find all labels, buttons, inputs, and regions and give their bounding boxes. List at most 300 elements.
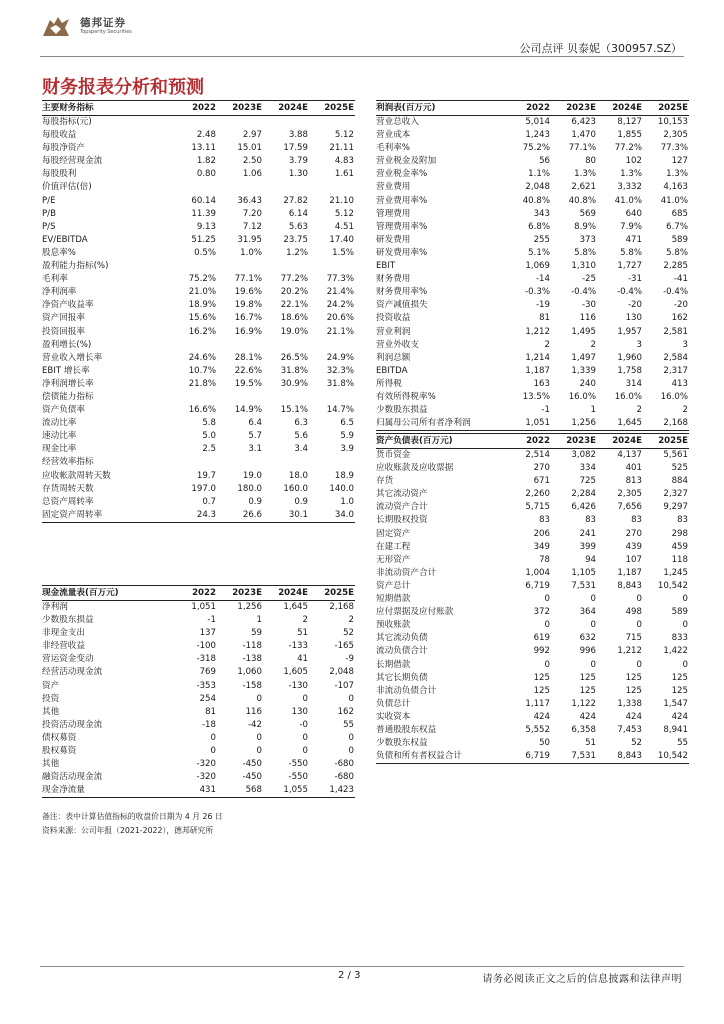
cell-value: 1.3% bbox=[620, 169, 642, 180]
column-header: 2025E bbox=[324, 588, 354, 598]
cell-value: 77.1% bbox=[234, 274, 262, 285]
cell-value: 6.4 bbox=[248, 418, 262, 429]
cell-value: -42 bbox=[247, 719, 262, 730]
cell-value: 372 bbox=[533, 607, 550, 618]
cell-value: 137 bbox=[199, 628, 216, 639]
cell-value: 996 bbox=[579, 646, 596, 657]
cell-value: 107 bbox=[625, 554, 642, 565]
row-label: 归属母公司所有者净利润 bbox=[376, 418, 471, 429]
cell-value: 619 bbox=[533, 633, 550, 644]
cell-value: 5.8% bbox=[574, 247, 596, 258]
cell-value: 21.8% bbox=[188, 378, 216, 389]
row-label: EBIT bbox=[376, 261, 396, 272]
cell-value: 41.0% bbox=[614, 195, 642, 206]
cell-value bbox=[216, 181, 262, 194]
table-row bbox=[376, 475, 689, 488]
row-label: 投资 bbox=[42, 693, 60, 704]
table-row bbox=[42, 509, 355, 522]
row-label: 管理费用率% bbox=[376, 221, 428, 232]
cell-value: 0.5% bbox=[194, 247, 216, 258]
cell-value: 270 bbox=[625, 528, 642, 539]
cell-value: 13.11 bbox=[191, 143, 216, 154]
cell-value: 240 bbox=[579, 378, 596, 389]
cell-value bbox=[262, 339, 308, 352]
cell-value: -353 bbox=[196, 680, 216, 691]
cell-value: 5.8 bbox=[202, 418, 216, 429]
cell-value: 31.8% bbox=[326, 378, 354, 389]
cell-value: 125 bbox=[625, 685, 642, 696]
table-row bbox=[42, 221, 355, 234]
cell-value bbox=[216, 116, 262, 129]
row-label: 研发费用 bbox=[376, 234, 411, 245]
cell-value: 2 bbox=[636, 405, 642, 416]
cell-value: 19.8% bbox=[234, 300, 262, 311]
cell-value: 83 bbox=[677, 515, 688, 526]
table-row bbox=[376, 312, 689, 325]
cell-value: 7.9% bbox=[620, 221, 642, 232]
cell-value: 6,426 bbox=[571, 502, 596, 513]
cell-value: 11.39 bbox=[191, 208, 216, 219]
table-row bbox=[376, 326, 689, 339]
table-row bbox=[42, 247, 355, 260]
cell-value: 1.06 bbox=[242, 169, 262, 180]
cell-value: 0 bbox=[590, 620, 596, 631]
cell-value: 75.2% bbox=[522, 143, 550, 154]
row-label: 营运资金变动 bbox=[42, 654, 94, 665]
row-label: 少数股东损益 bbox=[376, 405, 428, 416]
column-header: 2025E bbox=[324, 103, 354, 113]
cell-value: 255 bbox=[533, 234, 550, 245]
table-title: 主要财务指标 bbox=[42, 103, 94, 113]
cell-value: 31.95 bbox=[237, 234, 262, 245]
row-label: 营业费用 bbox=[376, 182, 411, 193]
cell-value: 1,004 bbox=[525, 567, 550, 578]
table-row bbox=[376, 462, 689, 475]
cell-value: 6.5 bbox=[340, 418, 354, 429]
cell-value: 401 bbox=[625, 463, 642, 474]
cell-value: 1,212 bbox=[617, 646, 642, 657]
cell-value: 16.2% bbox=[188, 326, 216, 337]
cell-value: 5.0 bbox=[202, 431, 216, 442]
cell-value: 40.8% bbox=[568, 195, 596, 206]
row-label: 在建工程 bbox=[376, 541, 411, 552]
cell-value: 24.9% bbox=[326, 352, 354, 363]
table-bottom-rule bbox=[376, 430, 689, 431]
table-row bbox=[376, 711, 689, 724]
row-label: 负债总计 bbox=[376, 698, 411, 709]
row-label: EBITDA bbox=[376, 365, 408, 376]
cell-value: 3 bbox=[682, 339, 688, 350]
cell-value: -1 bbox=[207, 615, 216, 626]
cell-value: 813 bbox=[625, 476, 642, 487]
cell-value: 1.2% bbox=[286, 247, 308, 258]
cell-value bbox=[308, 181, 354, 194]
table-row bbox=[42, 391, 355, 404]
row-label: 现金净流量 bbox=[42, 785, 85, 796]
cell-value: -100 bbox=[196, 641, 216, 652]
cell-value: -550 bbox=[288, 772, 308, 783]
cell-value: 27.82 bbox=[283, 195, 308, 206]
cell-value: 0 bbox=[636, 659, 642, 670]
row-label: 非流动资产合计 bbox=[376, 567, 437, 578]
cell-value: 769 bbox=[199, 667, 216, 678]
cell-value: -19 bbox=[535, 300, 550, 311]
cell-value: 1,187 bbox=[617, 567, 642, 578]
cell-value: 10,542 bbox=[657, 751, 688, 762]
column-header: 2022 bbox=[526, 103, 550, 113]
cell-value: 1,957 bbox=[617, 326, 642, 337]
cell-value: 41.0% bbox=[660, 195, 688, 206]
row-label: 股权募资 bbox=[42, 746, 77, 757]
table-row bbox=[376, 698, 689, 711]
cell-value: 30.1 bbox=[288, 509, 308, 520]
cell-value: 118 bbox=[671, 554, 688, 565]
cell-value: 1,423 bbox=[329, 785, 354, 796]
cell-value: 15.01 bbox=[237, 143, 262, 154]
cell-value: 373 bbox=[579, 234, 596, 245]
brand-name: 德邦证券 bbox=[80, 17, 126, 29]
table-row bbox=[42, 483, 355, 496]
row-label: EV/EBITDA bbox=[42, 234, 88, 245]
row-label: 债权募资 bbox=[42, 732, 77, 743]
row-label: 净利润率 bbox=[42, 287, 77, 298]
cell-value: 1,422 bbox=[663, 646, 688, 657]
cell-value: 992 bbox=[533, 646, 550, 657]
row-label: 营业收入增长率 bbox=[42, 352, 103, 363]
cell-value bbox=[308, 116, 354, 129]
cell-value: 471 bbox=[625, 234, 642, 245]
row-label: 有效所得税率% bbox=[376, 391, 436, 402]
row-label: 应付票据及应付账款 bbox=[376, 607, 454, 618]
cell-value: 125 bbox=[671, 685, 688, 696]
table-row bbox=[376, 737, 689, 750]
table-row bbox=[42, 417, 355, 430]
cell-value: 413 bbox=[671, 378, 688, 389]
cell-value: 1,310 bbox=[571, 261, 596, 272]
table-row bbox=[376, 221, 689, 234]
cell-value: 5,715 bbox=[525, 502, 550, 513]
cell-value: 19.6% bbox=[234, 287, 262, 298]
cell-value: 83 bbox=[539, 515, 550, 526]
cell-value: 125 bbox=[533, 685, 550, 696]
cell-value: 125 bbox=[625, 672, 642, 683]
cell-value: -0.4% bbox=[571, 287, 596, 298]
cell-value: 0.7 bbox=[202, 496, 216, 507]
cell-value: 8.9% bbox=[574, 221, 596, 232]
row-label: 盈利能力指标(%) bbox=[42, 261, 109, 272]
table-row bbox=[376, 260, 689, 273]
cell-value: 24.3 bbox=[196, 509, 216, 520]
row-label: 每股净资产 bbox=[42, 143, 85, 154]
cell-value: -138 bbox=[242, 654, 262, 665]
page-number: 2 / 3 bbox=[338, 970, 361, 981]
cell-value: 1,256 bbox=[571, 418, 596, 429]
table-row bbox=[42, 666, 355, 679]
cell-value: 13.5% bbox=[522, 391, 550, 402]
cell-value: 17.40 bbox=[329, 234, 354, 245]
cell-value: 431 bbox=[199, 785, 216, 796]
cell-value: 116 bbox=[579, 313, 596, 324]
table-row bbox=[42, 771, 355, 784]
cell-value: -680 bbox=[334, 772, 354, 783]
cell-value: 130 bbox=[291, 706, 308, 717]
table-row bbox=[376, 593, 689, 606]
cell-value: 1,495 bbox=[571, 326, 596, 337]
cell-value: 3.88 bbox=[288, 130, 308, 141]
row-label: 非流动负债合计 bbox=[376, 685, 437, 696]
table-bottom-rule bbox=[42, 522, 355, 523]
cell-value: 125 bbox=[579, 685, 596, 696]
row-label: 每股收益 bbox=[42, 130, 77, 141]
row-label: 管理费用 bbox=[376, 208, 411, 219]
row-label: 偿债能力指标 bbox=[42, 391, 94, 402]
table-row bbox=[376, 155, 689, 168]
cell-value: 206 bbox=[533, 528, 550, 539]
table-row bbox=[376, 365, 689, 378]
row-label: 长期股权投资 bbox=[376, 515, 428, 526]
table-header-row bbox=[376, 433, 689, 449]
cell-value bbox=[308, 260, 354, 273]
cell-value: 424 bbox=[579, 711, 596, 722]
cell-value: -41 bbox=[673, 274, 688, 285]
cell-value: 5,014 bbox=[525, 117, 550, 127]
table-row bbox=[376, 541, 689, 554]
cell-value: 0 bbox=[544, 594, 550, 605]
cell-value bbox=[216, 260, 262, 273]
cell-value: 51.25 bbox=[191, 234, 216, 245]
cell-value: 55 bbox=[677, 738, 688, 749]
cell-value: 77.1% bbox=[568, 143, 596, 154]
row-label: 财务费用率% bbox=[376, 287, 428, 298]
table-row bbox=[42, 680, 355, 693]
table-row bbox=[42, 443, 355, 456]
row-label: 普通股股东权益 bbox=[376, 724, 437, 735]
cell-value: 19.0 bbox=[242, 470, 262, 481]
cell-value: 1,338 bbox=[617, 698, 642, 709]
cell-value: -165 bbox=[334, 641, 354, 652]
cell-value: 5,561 bbox=[663, 450, 688, 460]
cell-value: 15.1% bbox=[280, 405, 308, 416]
cell-value: 241 bbox=[579, 528, 596, 539]
cell-value: 0 bbox=[590, 594, 596, 605]
row-label: 货币资金 bbox=[376, 450, 411, 460]
cell-value: 5.7 bbox=[248, 431, 262, 442]
cell-value: 569 bbox=[579, 208, 596, 219]
cell-value: 1,497 bbox=[571, 352, 596, 363]
cell-value: -0 bbox=[299, 719, 308, 730]
cell-value: -0.3% bbox=[525, 287, 550, 298]
cell-value: 6,719 bbox=[525, 580, 550, 591]
column-header: 2024E bbox=[612, 103, 642, 113]
row-label: 净利润 bbox=[42, 602, 68, 612]
cell-value: 20.6% bbox=[326, 313, 354, 324]
cell-value: 59 bbox=[251, 628, 262, 639]
cell-value: 0 bbox=[348, 732, 354, 743]
cell-value: 30.9% bbox=[280, 378, 308, 389]
cell-value: 1,758 bbox=[617, 365, 642, 376]
cell-value: 1.1% bbox=[528, 169, 550, 180]
cell-value: -158 bbox=[242, 680, 262, 691]
table-row bbox=[376, 378, 689, 391]
cell-value: 2 bbox=[302, 615, 308, 626]
column-header: 2024E bbox=[278, 103, 308, 113]
cell-value: 1,470 bbox=[571, 130, 596, 141]
column-header: 2022 bbox=[192, 588, 216, 598]
row-label: 应收账款及应收票据 bbox=[376, 463, 454, 474]
row-label: 营业费用率% bbox=[376, 195, 428, 206]
cell-value: 2,581 bbox=[663, 326, 688, 337]
cell-value: 36.43 bbox=[237, 195, 262, 206]
cell-value: 0 bbox=[682, 620, 688, 631]
cell-value: 671 bbox=[533, 476, 550, 487]
cell-value: 10,542 bbox=[657, 580, 688, 591]
cell-value: 2.97 bbox=[242, 130, 262, 141]
column-header: 2023E bbox=[566, 436, 596, 446]
cell-value: 127 bbox=[671, 156, 688, 167]
row-label: 非现金支出 bbox=[42, 628, 85, 639]
cell-value: 19.5% bbox=[234, 378, 262, 389]
table-row bbox=[42, 470, 355, 483]
cell-value: 162 bbox=[337, 706, 354, 717]
cell-value: 5.6 bbox=[294, 431, 308, 442]
cell-value: 1,855 bbox=[617, 130, 642, 141]
cell-value: 2,327 bbox=[663, 489, 688, 500]
cell-value bbox=[170, 260, 216, 273]
cell-value: 1,051 bbox=[191, 602, 216, 612]
table-row bbox=[376, 606, 689, 619]
cell-value: 0 bbox=[302, 746, 308, 757]
table-bottom-rule bbox=[42, 797, 355, 798]
cell-value: 26.6 bbox=[242, 509, 262, 520]
cell-value bbox=[262, 391, 308, 404]
row-label: 财务费用 bbox=[376, 274, 411, 285]
cell-value: 399 bbox=[579, 541, 596, 552]
cell-value: 7,531 bbox=[571, 751, 596, 762]
table-row bbox=[42, 640, 355, 653]
row-label: 流动资产合计 bbox=[376, 502, 428, 513]
row-label: 毛利率 bbox=[42, 274, 68, 285]
table-row bbox=[42, 339, 355, 352]
cell-value: 22.6% bbox=[234, 365, 262, 376]
cell-value: -107 bbox=[334, 680, 354, 691]
cell-value: 140.0 bbox=[329, 483, 354, 494]
cell-value: 1.3% bbox=[574, 169, 596, 180]
cell-value: 8,941 bbox=[663, 724, 688, 735]
row-label: 营业总收入 bbox=[376, 117, 419, 127]
cell-value bbox=[308, 339, 354, 352]
table-row bbox=[376, 514, 689, 527]
cell-value: 2.50 bbox=[242, 156, 262, 167]
table-row bbox=[42, 260, 355, 273]
cell-value: 24.6% bbox=[188, 352, 216, 363]
table-row bbox=[42, 208, 355, 221]
cell-value: 80 bbox=[585, 156, 596, 167]
cell-value: 6,358 bbox=[571, 724, 596, 735]
table-row bbox=[42, 286, 355, 299]
table-row bbox=[42, 758, 355, 771]
cell-value: 162 bbox=[671, 313, 688, 324]
cell-value: 77.3% bbox=[326, 274, 354, 285]
table-row bbox=[42, 273, 355, 286]
row-label: 资产负债率 bbox=[42, 405, 85, 416]
cell-value: 34.0 bbox=[334, 509, 354, 520]
row-label: 投资活动现金流 bbox=[42, 719, 103, 730]
cell-value: 9,297 bbox=[663, 502, 688, 513]
cell-value bbox=[170, 456, 216, 469]
row-label: 其他 bbox=[42, 706, 60, 717]
cell-value: 163 bbox=[533, 378, 550, 389]
cell-value: 52 bbox=[343, 628, 354, 639]
cell-value: 0 bbox=[590, 659, 596, 670]
cell-value: 2.48 bbox=[196, 130, 216, 141]
cell-value: 21.4% bbox=[326, 287, 354, 298]
cell-value: 50 bbox=[539, 738, 550, 749]
cell-value: 77.2% bbox=[614, 143, 642, 154]
table-row bbox=[376, 273, 689, 286]
cell-value: 2,284 bbox=[571, 489, 596, 500]
cell-value: 298 bbox=[671, 528, 688, 539]
cell-value bbox=[262, 456, 308, 469]
table-row bbox=[42, 378, 355, 391]
cell-value: 1,339 bbox=[571, 365, 596, 376]
row-label: 所得税 bbox=[376, 378, 402, 389]
cell-value: 2,260 bbox=[525, 489, 550, 500]
table-row bbox=[376, 116, 689, 129]
cell-value: 197.0 bbox=[191, 483, 216, 494]
row-label: 净利润增长率 bbox=[42, 378, 94, 389]
cell-value: -133 bbox=[288, 641, 308, 652]
main-metrics-table bbox=[42, 100, 355, 523]
row-label: 非经营收益 bbox=[42, 641, 85, 652]
cell-value: 55 bbox=[343, 719, 354, 730]
cell-value: 2 bbox=[682, 405, 688, 416]
cell-value: 160.0 bbox=[283, 483, 308, 494]
cell-value: 10,153 bbox=[657, 117, 688, 127]
cell-value: 1,547 bbox=[663, 698, 688, 709]
cell-value: -0.4% bbox=[617, 287, 642, 298]
cell-value: 31.8% bbox=[280, 365, 308, 376]
row-label: 净资产收益率 bbox=[42, 300, 94, 311]
brand-logo-icon bbox=[40, 14, 72, 40]
cell-value: 1,960 bbox=[617, 352, 642, 363]
row-label: P/S bbox=[42, 221, 56, 232]
cell-value: 0 bbox=[544, 620, 550, 631]
row-label: 毛利率% bbox=[376, 143, 410, 154]
row-label: 每股指标(元) bbox=[42, 117, 92, 127]
cell-value: 5.12 bbox=[334, 130, 354, 141]
cell-value: 884 bbox=[671, 476, 688, 487]
cell-value: 2,584 bbox=[663, 352, 688, 363]
cell-value: 0 bbox=[348, 746, 354, 757]
cell-value: 1.3% bbox=[666, 169, 688, 180]
cell-value bbox=[170, 116, 216, 129]
cell-value: -25 bbox=[581, 274, 596, 285]
cell-value: 15.6% bbox=[188, 313, 216, 324]
table-row bbox=[376, 129, 689, 142]
table-row bbox=[376, 685, 689, 698]
cell-value: -118 bbox=[242, 641, 262, 652]
row-label: 资产减值损失 bbox=[376, 300, 428, 311]
cell-value bbox=[170, 181, 216, 194]
table-row bbox=[376, 417, 689, 430]
income-statement-table bbox=[376, 100, 689, 431]
cell-value: 0.80 bbox=[196, 169, 216, 180]
cell-value: 83 bbox=[585, 515, 596, 526]
column-header: 2023E bbox=[566, 103, 596, 113]
cell-value: 1,105 bbox=[571, 567, 596, 578]
legal-disclaimer: 请务必阅读正文之后的信息披露和法律声明 bbox=[482, 974, 682, 985]
cell-value: -14 bbox=[535, 274, 550, 285]
